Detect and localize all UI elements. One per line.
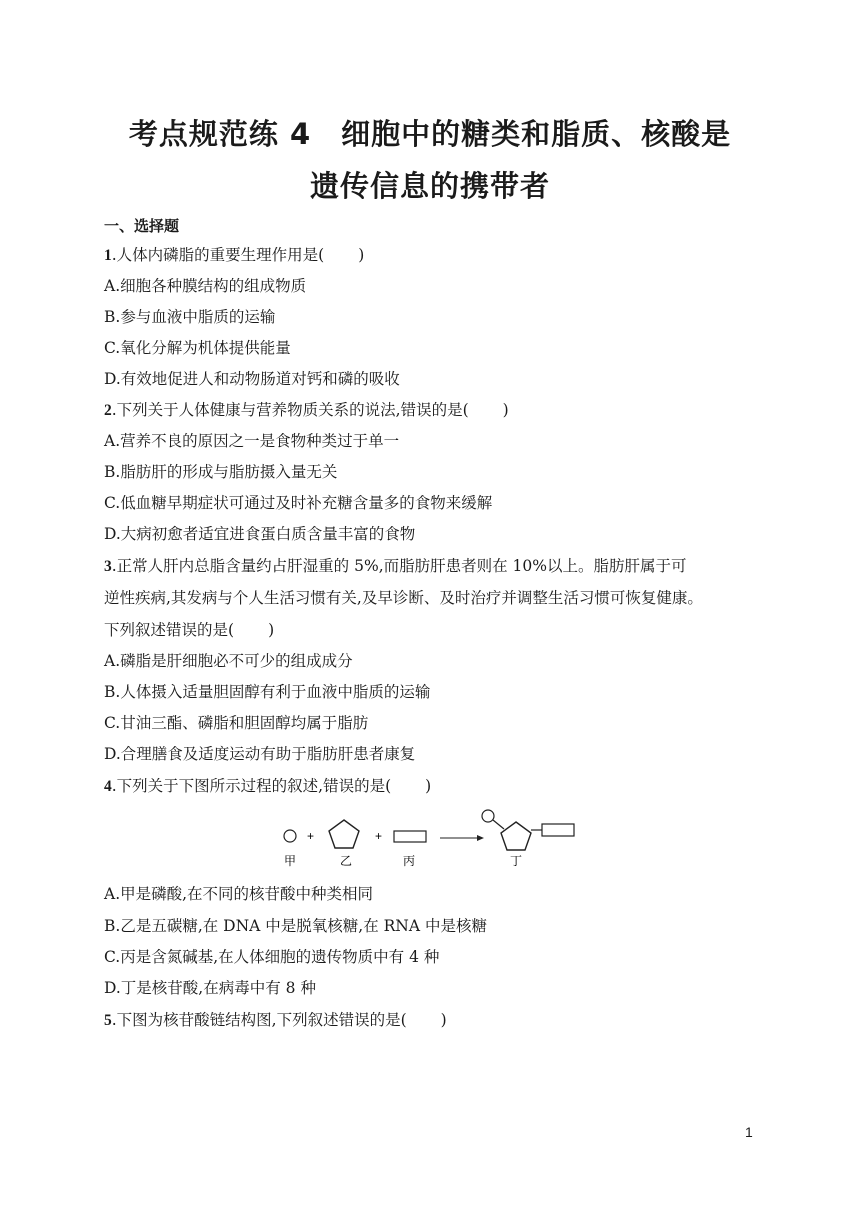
question-5-stem: 5.下图为核苷酸链结构图,下列叙述错误的是( ) — [104, 1011, 447, 1029]
question-3-option-c: C.甘油三酯、磷脂和胆固醇均属于脂肪 — [104, 714, 369, 732]
question-1-option-c: C.氧化分解为机体提供能量 — [104, 339, 291, 357]
question-4-option-c: C.丙是含氮碱基,在人体细胞的遗传物质中有 4 种 — [104, 948, 440, 966]
question-4-option-b: B.乙是五碳糖,在 DNA 中是脱氧核糖,在 RNA 中是核糖 — [104, 917, 487, 935]
base-rectangle-icon — [394, 831, 426, 842]
section-header: 一、选择题 — [104, 217, 180, 235]
diagram-label-jia: 甲 — [284, 854, 297, 868]
question-2-option-c: C.低血糖早期症状可通过及时补充糖含量多的食物来缓解 — [104, 494, 493, 512]
question-number: 4 — [104, 778, 112, 795]
question-3-option-b: B.人体摄入适量胆固醇有利于血液中脂质的运输 — [104, 683, 431, 701]
question-1-option-a: A.细胞各种膜结构的组成物质 — [104, 277, 307, 295]
plus-sign: + — [375, 829, 383, 843]
question-3-stem-line2: 逆性疾病,其发病与个人生活习惯有关,及早诊断、及时治疗并调整生活习惯可恢复健康。 — [104, 589, 703, 607]
nucleotide-formation-diagram — [282, 808, 582, 870]
arrow-head-icon — [477, 835, 484, 841]
question-3-stem-line1: 3.正常人肝内总脂含量约占肝湿重的 5%,而脂肪肝患者则在 10%以上。脂肪肝属于可 — [104, 557, 687, 575]
page-title-line1: 考点规范练 4 细胞中的糖类和脂质、核酸是 — [128, 117, 732, 151]
nucleotide-base-icon — [542, 824, 574, 836]
bond-line — [493, 820, 504, 829]
diagram-label-ding: 丁 — [510, 854, 523, 868]
question-4-option-a: A.甲是磷酸,在不同的核苷酸中种类相同 — [104, 885, 374, 903]
diagram-label-bing: 丙 — [403, 854, 416, 868]
question-2-option-b: B.脂肪肝的形成与脂肪摄入量无关 — [104, 463, 338, 481]
question-2-option-d: D.大病初愈者适宜进食蛋白质含量丰富的食物 — [104, 525, 416, 543]
nucleotide-pentagon-icon — [501, 822, 531, 850]
plus-sign: + — [307, 829, 315, 843]
question-number: 5 — [104, 1012, 112, 1029]
question-1-stem: 1.人体内磷脂的重要生理作用是( ) — [104, 246, 365, 264]
question-number: 3 — [104, 558, 112, 575]
question-1-option-d: D.有效地促进人和动物肠道对钙和磷的吸收 — [104, 370, 400, 388]
question-1-option-b: B.参与血液中脂质的运输 — [104, 308, 276, 326]
page-title-line2: 遗传信息的携带者 — [309, 169, 550, 203]
question-4-stem: 4.下列关于下图所示过程的叙述,错误的是( ) — [104, 777, 432, 795]
question-3-option-a: A.磷脂是肝细胞必不可少的组成成分 — [104, 652, 353, 670]
question-number: 1 — [104, 247, 112, 264]
question-2-option-a: A.营养不良的原因之一是食物种类过于单一 — [104, 432, 400, 450]
question-3-stem-line3: 下列叙述错误的是( ) — [104, 621, 275, 639]
question-4-option-d: D.丁是核苷酸,在病毒中有 8 种 — [104, 979, 316, 997]
pentose-pentagon-icon — [329, 820, 359, 848]
page-number: 1 — [745, 1124, 753, 1140]
question-2-stem: 2.下列关于人体健康与营养物质关系的说法,错误的是( ) — [104, 401, 509, 419]
question-number: 2 — [104, 402, 112, 419]
nucleotide-phosphate-icon — [482, 810, 494, 822]
phosphate-circle-icon — [284, 830, 296, 842]
diagram-label-yi: 乙 — [340, 854, 353, 868]
question-3-option-d: D.合理膳食及适度运动有助于脂肪肝患者康复 — [104, 745, 416, 763]
